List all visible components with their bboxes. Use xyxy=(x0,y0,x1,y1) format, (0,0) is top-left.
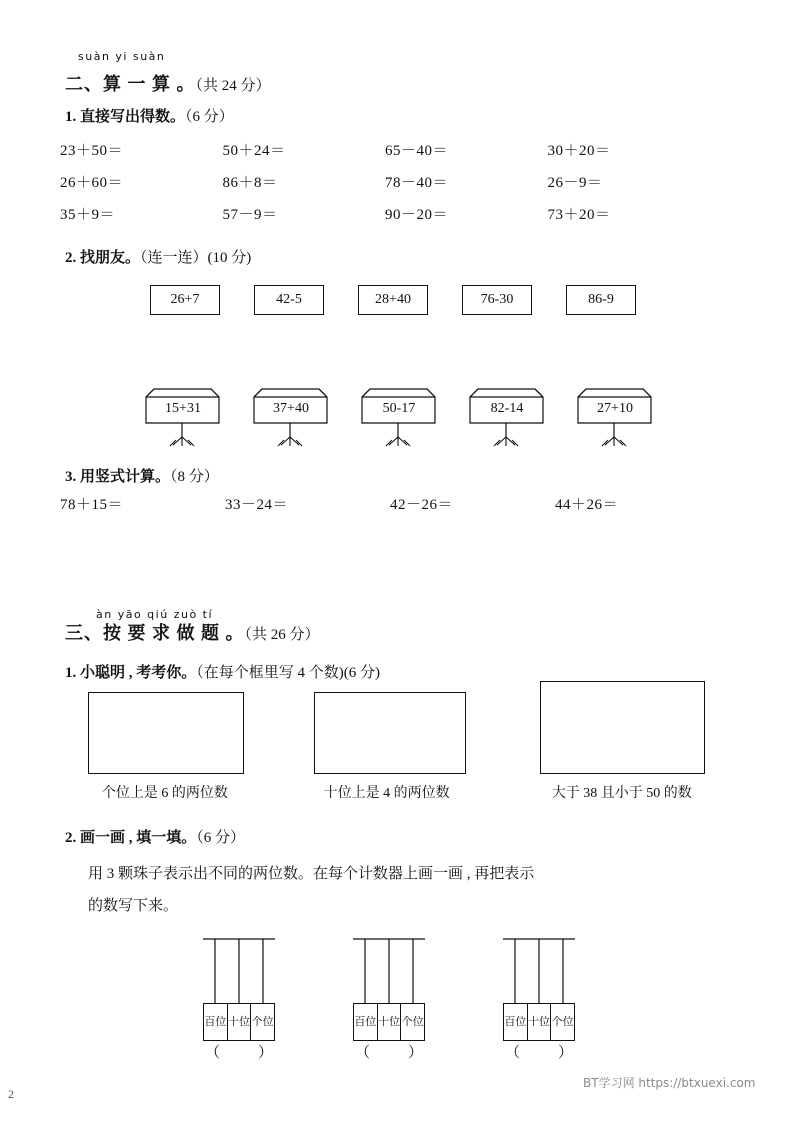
abacus-place-label: 个位 xyxy=(551,1015,574,1029)
section3-q2-line1: 用 3 颗珠子表示出不同的两位数。在每个计数器上画一画 , 再把表示 xyxy=(88,866,535,882)
section3-heading xyxy=(65,619,320,645)
calc-row xyxy=(60,197,710,229)
envelope-label: 42-5 xyxy=(255,286,323,314)
calc-expression: 23＋50＝ xyxy=(60,142,124,159)
paren-left: （ xyxy=(355,1045,371,1061)
abacus-group xyxy=(195,935,615,1061)
abacus-place-label: 个位 xyxy=(401,1015,424,1029)
desk-card[interactable] xyxy=(572,375,657,450)
vertical-calc-cell xyxy=(390,493,555,514)
abacus-place-label: 十位 xyxy=(528,1015,550,1029)
desk-label: 82-14 xyxy=(490,401,524,416)
oral-calculation-grid xyxy=(60,133,710,229)
abacus-place-tens xyxy=(378,1004,402,1040)
section2-q2-text: 2. 找朋友。 xyxy=(65,250,141,266)
envelope-card[interactable] xyxy=(358,285,428,315)
envelope-card[interactable] xyxy=(254,285,324,315)
calc-expression: 73＋20＝ xyxy=(547,206,611,223)
desk-label: 15+31 xyxy=(165,401,201,416)
answer-box-caption-row xyxy=(88,782,708,802)
abacus[interactable] xyxy=(195,935,283,1061)
section3-title-text: 三、按 要 求 做 题 。 xyxy=(65,623,245,643)
vertical-calc-expression: 78＋15＝ xyxy=(60,497,124,513)
abacus-place-label: 百位 xyxy=(504,1015,527,1029)
calc-cell xyxy=(385,139,548,160)
section2-q1-score: （6 分） xyxy=(185,109,234,125)
section3-q2-score: （6 分） xyxy=(196,830,246,846)
abacus-rods-icon xyxy=(195,935,283,1005)
desk-row xyxy=(140,375,680,450)
abacus-place-label: 百位 xyxy=(354,1015,377,1029)
section3-q1-text: 1. 小聪明 , 考考你。 xyxy=(65,665,197,681)
section3-q2-line2: 的数写下来。 xyxy=(88,898,179,914)
abacus-place-ones xyxy=(251,1004,274,1040)
desk-label: 37+40 xyxy=(273,401,309,416)
calc-expression: 35＋9＝ xyxy=(60,206,116,223)
envelope-label: 86-9 xyxy=(567,286,635,314)
calc-expression: 78－40＝ xyxy=(385,174,449,191)
desk-card[interactable] xyxy=(356,375,441,450)
section3-q1-heading xyxy=(65,661,380,682)
envelope-card[interactable] xyxy=(566,285,636,315)
section2-q3-score: （8 分） xyxy=(170,469,219,485)
envelope-group xyxy=(150,285,670,315)
envelope-label: 76-30 xyxy=(463,286,531,314)
section3-q2-heading xyxy=(65,826,245,847)
calc-row xyxy=(60,165,710,197)
envelope-label: 26+7 xyxy=(151,286,219,314)
section2-q1-heading xyxy=(65,105,234,126)
calc-row xyxy=(60,133,710,165)
abacus-place-label: 十位 xyxy=(228,1015,250,1029)
paren-left: （ xyxy=(205,1045,221,1061)
section3-q1-sub: （在每个框里写 4 个数)(6 分) xyxy=(196,665,381,681)
vertical-calc-cell xyxy=(60,493,225,514)
answer-box-caption: 十位上是 4 的两位数 xyxy=(323,786,450,801)
abacus-place-table xyxy=(203,1003,275,1041)
section3-q2-text: 2. 画一画 , 填一填。 xyxy=(65,830,197,846)
vertical-calc-cell xyxy=(555,493,720,514)
vertical-calc-row xyxy=(60,493,720,514)
abacus-place-table xyxy=(503,1003,575,1041)
desk-card[interactable] xyxy=(464,375,549,450)
vertical-calc-cell xyxy=(225,493,390,514)
answer-box[interactable] xyxy=(540,681,705,774)
abacus-row xyxy=(195,935,615,1061)
calc-cell xyxy=(60,139,223,160)
paren-right: ） xyxy=(557,1045,573,1061)
section2-q2-heading xyxy=(65,246,251,267)
paren-right: ） xyxy=(257,1045,273,1061)
section2-q3-heading xyxy=(65,465,219,486)
calc-cell xyxy=(223,171,386,192)
section2-q1-text: 1. 直接写出得数。 xyxy=(65,109,186,125)
calc-expression: 50＋24＝ xyxy=(222,142,286,159)
watermark: BT学习网 https://btxuexi.com xyxy=(583,1076,756,1090)
calc-expression: 30＋20＝ xyxy=(547,142,611,159)
answer-box-row xyxy=(88,692,708,774)
desk-card[interactable] xyxy=(140,375,225,450)
calc-cell xyxy=(223,203,386,224)
abacus-answer-paren[interactable] xyxy=(203,1041,275,1062)
calc-cell xyxy=(548,171,711,192)
vertical-calculation-grid xyxy=(60,493,720,514)
abacus-place-table xyxy=(353,1003,425,1041)
abacus-place-label: 百位 xyxy=(204,1015,227,1029)
abacus-place-hundreds xyxy=(504,1004,528,1040)
calc-cell xyxy=(60,203,223,224)
calc-cell xyxy=(60,171,223,192)
desk-group xyxy=(140,375,680,450)
desk-label: 27+10 xyxy=(597,401,633,416)
calc-expression: 26－9＝ xyxy=(547,174,603,191)
calc-expression: 57－9＝ xyxy=(222,206,278,223)
abacus-answer-paren[interactable] xyxy=(353,1041,425,1062)
abacus-place-tens xyxy=(528,1004,552,1040)
abacus-answer-paren[interactable] xyxy=(503,1041,575,1062)
answer-box-caption: 个位上是 6 的两位数 xyxy=(101,786,228,801)
abacus[interactable] xyxy=(495,935,583,1061)
abacus-rods-icon xyxy=(345,935,433,1005)
abacus[interactable] xyxy=(345,935,433,1061)
page-number: 2 xyxy=(8,1087,14,1101)
abacus-place-ones xyxy=(401,1004,424,1040)
abacus-place-tens xyxy=(228,1004,252,1040)
section2-q2-sub: （连一连）(10 分) xyxy=(140,250,252,266)
calc-cell xyxy=(385,203,548,224)
abacus-place-label: 个位 xyxy=(251,1015,274,1029)
desk-label: 50-17 xyxy=(382,401,416,416)
envelope-card[interactable] xyxy=(462,285,532,315)
calc-cell xyxy=(223,139,386,160)
envelope-card[interactable] xyxy=(150,285,220,315)
calc-cell xyxy=(385,171,548,192)
vertical-calc-expression: 42－26＝ xyxy=(390,497,454,513)
calc-cell xyxy=(548,203,711,224)
paren-left: （ xyxy=(505,1045,521,1061)
calc-expression: 65－40＝ xyxy=(385,142,449,159)
abacus-place-label: 十位 xyxy=(378,1015,400,1029)
section2-score: （共 24 分） xyxy=(195,78,271,94)
answer-box-caption: 大于 38 且小于 50 的数 xyxy=(551,786,692,801)
calc-expression: 90－20＝ xyxy=(385,206,449,223)
answer-box-group xyxy=(88,692,708,802)
abacus-place-hundreds xyxy=(204,1004,228,1040)
abacus-place-ones xyxy=(551,1004,574,1040)
section2-title-text: 二、算 一 算 。 xyxy=(65,74,196,94)
abacus-place-hundreds xyxy=(354,1004,378,1040)
calc-expression: 26＋60＝ xyxy=(60,174,124,191)
section2-pinyin: suàn yi suàn xyxy=(78,50,166,63)
vertical-calc-expression: 33－24＝ xyxy=(225,497,289,513)
paren-right: ） xyxy=(407,1045,423,1061)
answer-box[interactable] xyxy=(88,692,244,774)
calc-expression: 86＋8＝ xyxy=(222,174,278,191)
envelope-row xyxy=(150,285,670,315)
section3-score: （共 26 分） xyxy=(244,627,320,643)
section2-heading xyxy=(65,70,271,96)
section3-pinyin: àn yāo qiú zuò tí xyxy=(96,608,214,621)
desk-card[interactable] xyxy=(248,375,333,450)
calc-cell xyxy=(548,139,711,160)
answer-box[interactable] xyxy=(314,692,466,774)
section2-q3-text: 3. 用竖式计算。 xyxy=(65,469,171,485)
vertical-calc-expression: 44＋26＝ xyxy=(555,497,619,513)
abacus-rods-icon xyxy=(495,935,583,1005)
envelope-label: 28+40 xyxy=(359,286,427,314)
